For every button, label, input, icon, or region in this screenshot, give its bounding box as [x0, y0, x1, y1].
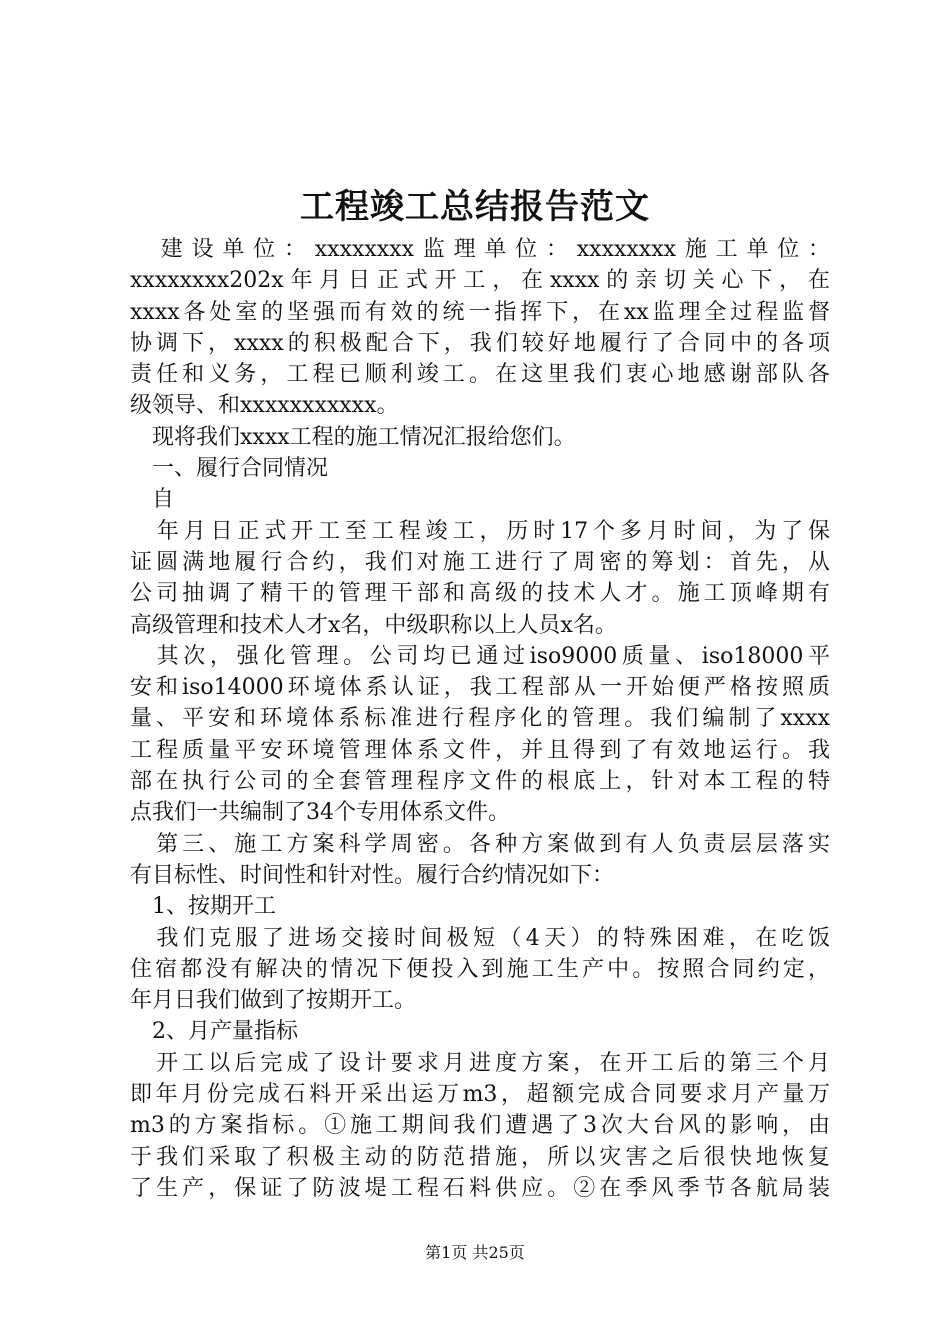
body-line: 了生产，保证了防波堤工程石料供应。②在季风季节各航局装	[130, 1175, 830, 1201]
body-line: 现将我们xxxx工程的施工情况汇报给您们。	[130, 424, 576, 450]
body-line: 自	[130, 487, 175, 513]
body-line: 证圆满地履行合约，我们对施工进行了周密的筹划：首先，从	[130, 549, 830, 575]
body-line: 其次，强化管理。公司均已通过iso9000质量、iso18000平	[130, 643, 830, 669]
body-line: 有目标性、时间性和针对性。履行合约情况如下：	[130, 862, 615, 888]
body-line: 建设单位：xxxxxxxx监理单位：xxxxxxxx施工单位：	[130, 237, 830, 262]
body-line: 点我们一共编制了34个专用体系文件。	[130, 800, 510, 826]
body-line: 即年月份完成石料开采出运万m3，超额完成合同要求月产量万	[130, 1082, 830, 1108]
body-line: 第三、施工方案科学周密。各种方案做到有人负责层层落实	[130, 831, 830, 857]
body-line: 开工以后完成了设计要求月进度方案，在开工后的第三个月	[130, 1050, 830, 1076]
body-line: 2、月产量指标	[130, 1019, 298, 1045]
body-line: 责任和义务，工程已顺利竣工。在这里我们衷心地感谢部队各	[130, 362, 830, 388]
body-line: 年月日我们做到了按期开工。	[130, 988, 417, 1014]
body-line: xxxxxxxx202x年月日正式开工，在xxxx的亲切关心下，在	[130, 268, 830, 294]
body-line: 工程质量平安环境管理体系文件，并且得到了有效地运行。我	[130, 737, 830, 763]
document-body	[130, 234, 830, 1204]
body-line: 部在执行公司的全套管理程序文件的根底上，针对本工程的特	[130, 769, 830, 795]
body-line: 住宿都没有解决的情况下便投入到施工生产中。按照合同约定，	[130, 956, 830, 982]
body-line: 于我们采取了积极主动的防范措施，所以灾害之后很快地恢复	[130, 1144, 830, 1170]
body-line: m3的方案指标。①施工期间我们遭遇了3次大台风的影响，由	[130, 1113, 830, 1139]
body-line: 一、履行合同情况	[130, 456, 329, 482]
body-line: 量、平安和环境体系标准进行程序化的管理。我们编制了xxxx	[130, 706, 830, 732]
body-line: 级领导、和xxxxxxxxxxx。	[130, 393, 399, 419]
document-title: 工程竣工总结报告范文	[300, 187, 650, 227]
body-line: 协调下，xxxx的积极配合下，我们较好地履行了合同中的各项	[130, 330, 830, 356]
body-line: 年月日正式开工至工程竣工，历时17个多月时间，为了保	[130, 518, 830, 544]
body-line: 高级管理和技术人才x名，中级职称以上人员x名。	[130, 612, 617, 638]
body-line: 1、按期开工	[130, 894, 276, 920]
body-line: 我们克服了进场交接时间极短（4天）的特殊困难，在吃饭	[130, 925, 830, 951]
body-line: xxxx各处室的坚强而有效的统一指挥下，在xx监理全过程监督	[130, 299, 830, 325]
body-line: 安和iso14000环境体系认证，我工程部从一开始便严格按照质	[130, 675, 830, 701]
body-line: 公司抽调了精干的管理干部和高级的技术人才。施工顶峰期有	[130, 581, 830, 607]
page-footer: 第1页 共25页	[425, 1243, 525, 1262]
